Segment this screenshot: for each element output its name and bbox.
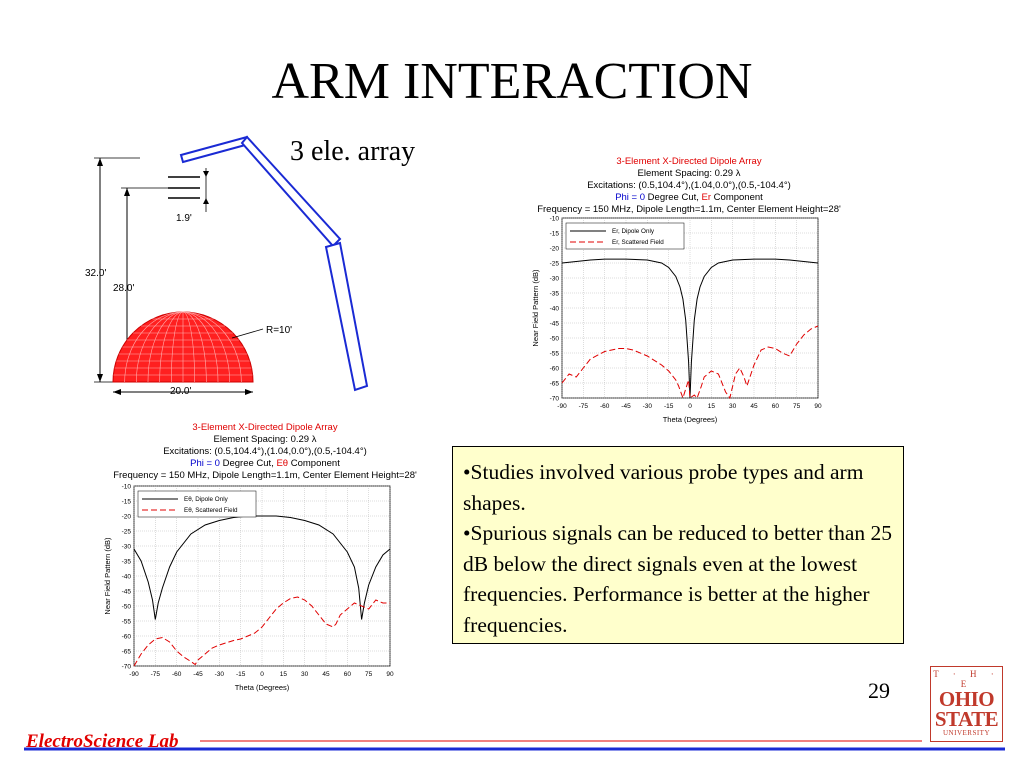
chart2-plot — [100, 482, 400, 698]
x-tick-label: -45 — [193, 671, 203, 678]
y-tick-label: -65 — [549, 380, 559, 388]
x-tick-label: 90 — [386, 671, 394, 678]
legend-label: Er, Dipole Only — [612, 228, 654, 236]
y-tick-label: -50 — [549, 335, 559, 343]
x-axis-label: Theta (Degrees) — [662, 415, 718, 424]
chart1-plot — [528, 214, 828, 430]
footer-lab-name: ElectroScience Lab — [26, 731, 179, 752]
x-tick-label: -60 — [599, 403, 610, 410]
x-tick-label: -45 — [621, 403, 631, 410]
y-tick-label: -60 — [121, 633, 131, 641]
x-tick-label: 0 — [260, 671, 264, 678]
x-tick-label: 30 — [729, 403, 737, 410]
height-inner-label: 28.0' — [113, 283, 135, 294]
chart2-excitations: Excitations: (0.5,104.4°),(1.04,0.0°),(0.5,-104.4°) — [163, 446, 367, 457]
chart1-cut: Phi = 0 Degree Cut, Er Component — [615, 192, 763, 203]
y-tick-label: -40 — [549, 305, 559, 313]
x-tick-label: 45 — [322, 671, 330, 678]
x-tick-label: 15 — [707, 403, 715, 410]
x-tick-label: -90 — [129, 671, 139, 678]
y-tick-label: -35 — [121, 558, 131, 566]
y-tick-label: -30 — [121, 543, 131, 551]
chart1-spacing: Element Spacing: 0.29 λ — [637, 168, 741, 179]
y-tick-label: -55 — [549, 350, 559, 358]
dome-wireframe — [113, 312, 253, 382]
university-logo: T · H · E OHIO STATE UNIVERSITY — [930, 666, 1003, 742]
x-tick-label: -60 — [171, 671, 182, 678]
y-tick-label: -55 — [121, 618, 131, 626]
y-tick-label: -40 — [121, 573, 131, 581]
y-tick-label: -45 — [121, 588, 131, 596]
y-axis-label: Near Field Pattern (dB) — [103, 537, 112, 615]
chart2-title-block — [100, 422, 430, 482]
x-tick-label: -15 — [235, 671, 246, 678]
width-label: 20.0' — [170, 386, 192, 397]
x-tick-label: 90 — [814, 403, 822, 410]
x-tick-label: 60 — [343, 671, 351, 678]
legend-label: Eθ, Dipole Only — [184, 496, 228, 504]
x-axis-label: Theta (Degrees) — [234, 683, 290, 692]
x-tick-label: -30 — [214, 671, 225, 678]
y-tick-label: -70 — [121, 663, 131, 671]
y-tick-label: -15 — [121, 498, 131, 506]
y-tick-label: -10 — [121, 483, 131, 491]
y-tick-label: -35 — [549, 290, 559, 298]
x-tick-label: 15 — [279, 671, 287, 678]
x-tick-label: -90 — [557, 403, 567, 410]
y-tick-label: -15 — [549, 230, 559, 238]
slide-title: ARM INTERACTION — [271, 53, 753, 110]
x-tick-label: 45 — [750, 403, 758, 410]
chart2-frequency: Frequency = 150 MHz, Dipole Length=1.1m, Center Element Height=28' — [113, 470, 417, 481]
y-tick-label: -60 — [549, 365, 559, 373]
x-tick-label: -30 — [642, 403, 653, 410]
x-tick-label: 0 — [688, 403, 692, 410]
chart1-frequency: Frequency = 150 MHz, Dipole Length=1.1m, Center Element Height=28' — [537, 204, 841, 215]
gap-label: 1.9' — [176, 213, 192, 224]
chart2-spacing: Element Spacing: 0.29 λ — [213, 434, 317, 445]
y-tick-label: -45 — [549, 320, 559, 328]
y-tick-label: -30 — [549, 275, 559, 283]
height-outer-label: 32.0' — [85, 268, 107, 279]
x-tick-label: 75 — [365, 671, 373, 678]
legend-label: Er, Scattered Field — [612, 239, 664, 247]
page-number: 29 — [868, 678, 890, 703]
x-tick-label: -75 — [150, 671, 161, 678]
y-tick-label: -25 — [121, 528, 131, 536]
y-tick-label: -20 — [121, 513, 131, 521]
chart1-excitations: Excitations: (0.5,104.4°),(1.04,0.0°),(0.5,-104.4°) — [587, 180, 791, 191]
chart2-title: 3-Element X-Directed Dipole Array — [192, 422, 338, 433]
y-tick-label: -50 — [121, 603, 131, 611]
x-tick-label: -75 — [578, 403, 589, 410]
y-tick-label: -65 — [121, 648, 131, 656]
y-tick-label: -70 — [549, 395, 559, 403]
y-tick-label: -20 — [549, 245, 559, 253]
y-tick-label: -25 — [549, 260, 559, 268]
y-axis-label: Near Field Pattern (dB) — [531, 269, 540, 347]
chart1-title: 3-Element X-Directed Dipole Array — [616, 156, 762, 167]
x-tick-label: 30 — [301, 671, 309, 678]
y-tick-label: -10 — [549, 215, 559, 223]
legend-label: Eθ, Scattered Field — [184, 507, 238, 515]
radius-label: R=10' — [266, 325, 293, 336]
bullet-item: •Studies involved various probe types and arm shapes. — [463, 460, 864, 515]
chart1-title-block — [520, 156, 858, 216]
chart2-cut: Phi = 0 Degree Cut, Eθ Component — [190, 458, 340, 469]
footer-rule — [0, 736, 1024, 756]
bullet-item: •Spurious signals can be reduced to better than 25 dB below the direct signals even at the lowest frequencies. Performance is better at the higher frequencies. — [463, 521, 893, 637]
bullet-text-box — [452, 446, 904, 644]
array-geometry-diagram — [80, 130, 380, 410]
x-tick-label: -15 — [663, 403, 674, 410]
x-tick-label: 60 — [771, 403, 779, 410]
slide-subtitle: 3 ele. array — [290, 136, 416, 167]
x-tick-label: 75 — [793, 403, 801, 410]
